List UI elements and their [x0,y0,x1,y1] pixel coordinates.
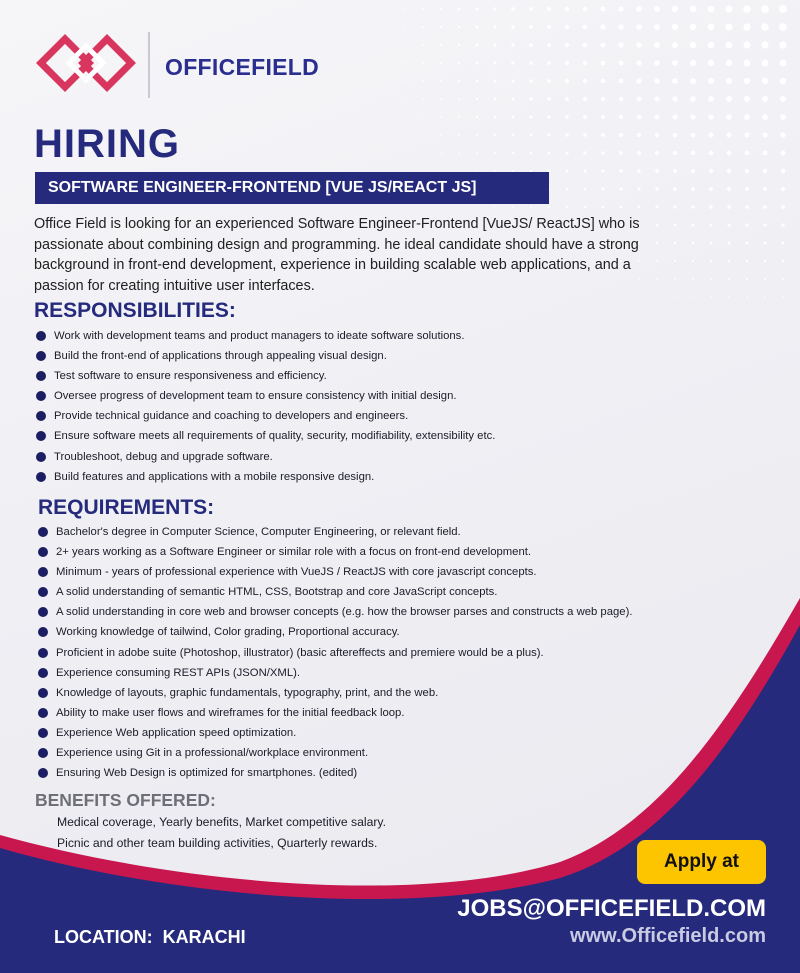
bullet-dot-icon [38,728,48,738]
location [54,927,246,948]
website-link[interactable]: www.Officefield.com [570,925,766,947]
bullet-dot-icon [36,331,46,341]
bullet-dot-icon [38,688,48,698]
benefits-heading: BENEFITS OFFERED: [35,790,216,810]
location-value: KARACHI [162,927,246,947]
bullet-dot-icon [38,668,48,678]
job-title: SOFTWARE ENGINEER-FRONTEND [VUE JS/REACT JS] [48,179,477,196]
apply-at-button[interactable]: Apply at [637,840,766,884]
bullet-dot-icon [38,527,48,537]
jobs-email-link[interactable]: JOBS@OFFICEFIELD.COM [457,895,766,922]
job-description: Office Field is looking for an experienced Software Engineer-Frontend [VueJS/ ReactJS] who is passionate about combining design and programming. he ideal candidate should have a strong background in front-end development, experience in building scalable web applications, and a passion for creating intuitive user interfaces. [34,216,640,294]
hiring-heading: HIRING [34,122,180,166]
benefit-line: Picnic and other team building activities, Quarterly rewards. [57,836,378,850]
location-label: LOCATION: [54,927,153,947]
brand-name: OFFICEFIELD [165,54,320,80]
bullet-dot-icon [36,452,46,462]
bullet-dot-icon [36,472,46,482]
officefield-diamond-logo-icon [36,34,136,96]
requirements-heading: REQUIREMENTS: [38,496,215,519]
logo-divider [148,32,150,98]
job-poster: OFFICEFIELD HIRING SOFTWARE ENGINEER-FRONTEND [VUE JS/REACT JS] Office Field is looking for an experienced Software Engineer-Frontend [VueJS/ ReactJS] who is passionate about combining design and programming. he ideal candidate should have a strong background in front-end development, experience in building scalable web applications, and a passion for creating intuitive user interfaces. RESPONSIBILITIES: Work with development teams and product managers to ideate software solutions. Build the front-end of applications through appealing visual design. Test software to ensure responsiveness and efficiency. Oversee progress of development team to ensure consistency with initial design. Provide technical guidance and coaching to developers and engineers. Ensure software meets all requirements of quality, security, modifiability, extensibility etc. Troubleshoot, debug and upgrade software. Build features and applications with a mobile responsive design. REQUIREMENTS: Bachelor's degree in Computer Science, Computer Engineering, or relevant field. 2+ years working as a Software Engineer or similar role with a focus on front-end development. Minimum - years of professional experience with VueJS / ReactJS with core javascript concepts. A solid understanding of semantic HTML, CSS, Bootstrap and core JavaScript concepts. A solid understanding in core web and browser concepts (e.g. how the browser parses and constructs a web page). Working knowledge of tailwind, Color grading, Proportional accuracy. Proficient in adobe suite (Photoshop, illustrator) (basic aftereffects and premiere would be a plus). Experience consuming REST APIs (JSON/XML). Knowledge of layouts, graphic fundamentals, typography, print, and the web. Ability to make user flows and wireframes for the initial feedback loop. Experience Web application speed optimization. Experience using Git in a professional/workplace environment. Ensuring Web Design is optimized for smartphones. (edited) BENEFITS OFFERED: Medical coverage, Yearly benefits, Market competitive salary. Picnic and other team building activities, Quarterly rewards. Apply at JOBS@OFFICEFIELD.COM www.Officefield.com LOCATION: KARACHI [0,0,800,973]
bullet-dot-icon [38,708,48,718]
benefit-line: Medical coverage, Yearly benefits, Market competitive salary. [57,815,386,829]
bullet-dot-icon [38,648,48,658]
responsibilities-heading: RESPONSIBILITIES: [34,299,236,322]
bullet-dot-icon [38,748,48,758]
